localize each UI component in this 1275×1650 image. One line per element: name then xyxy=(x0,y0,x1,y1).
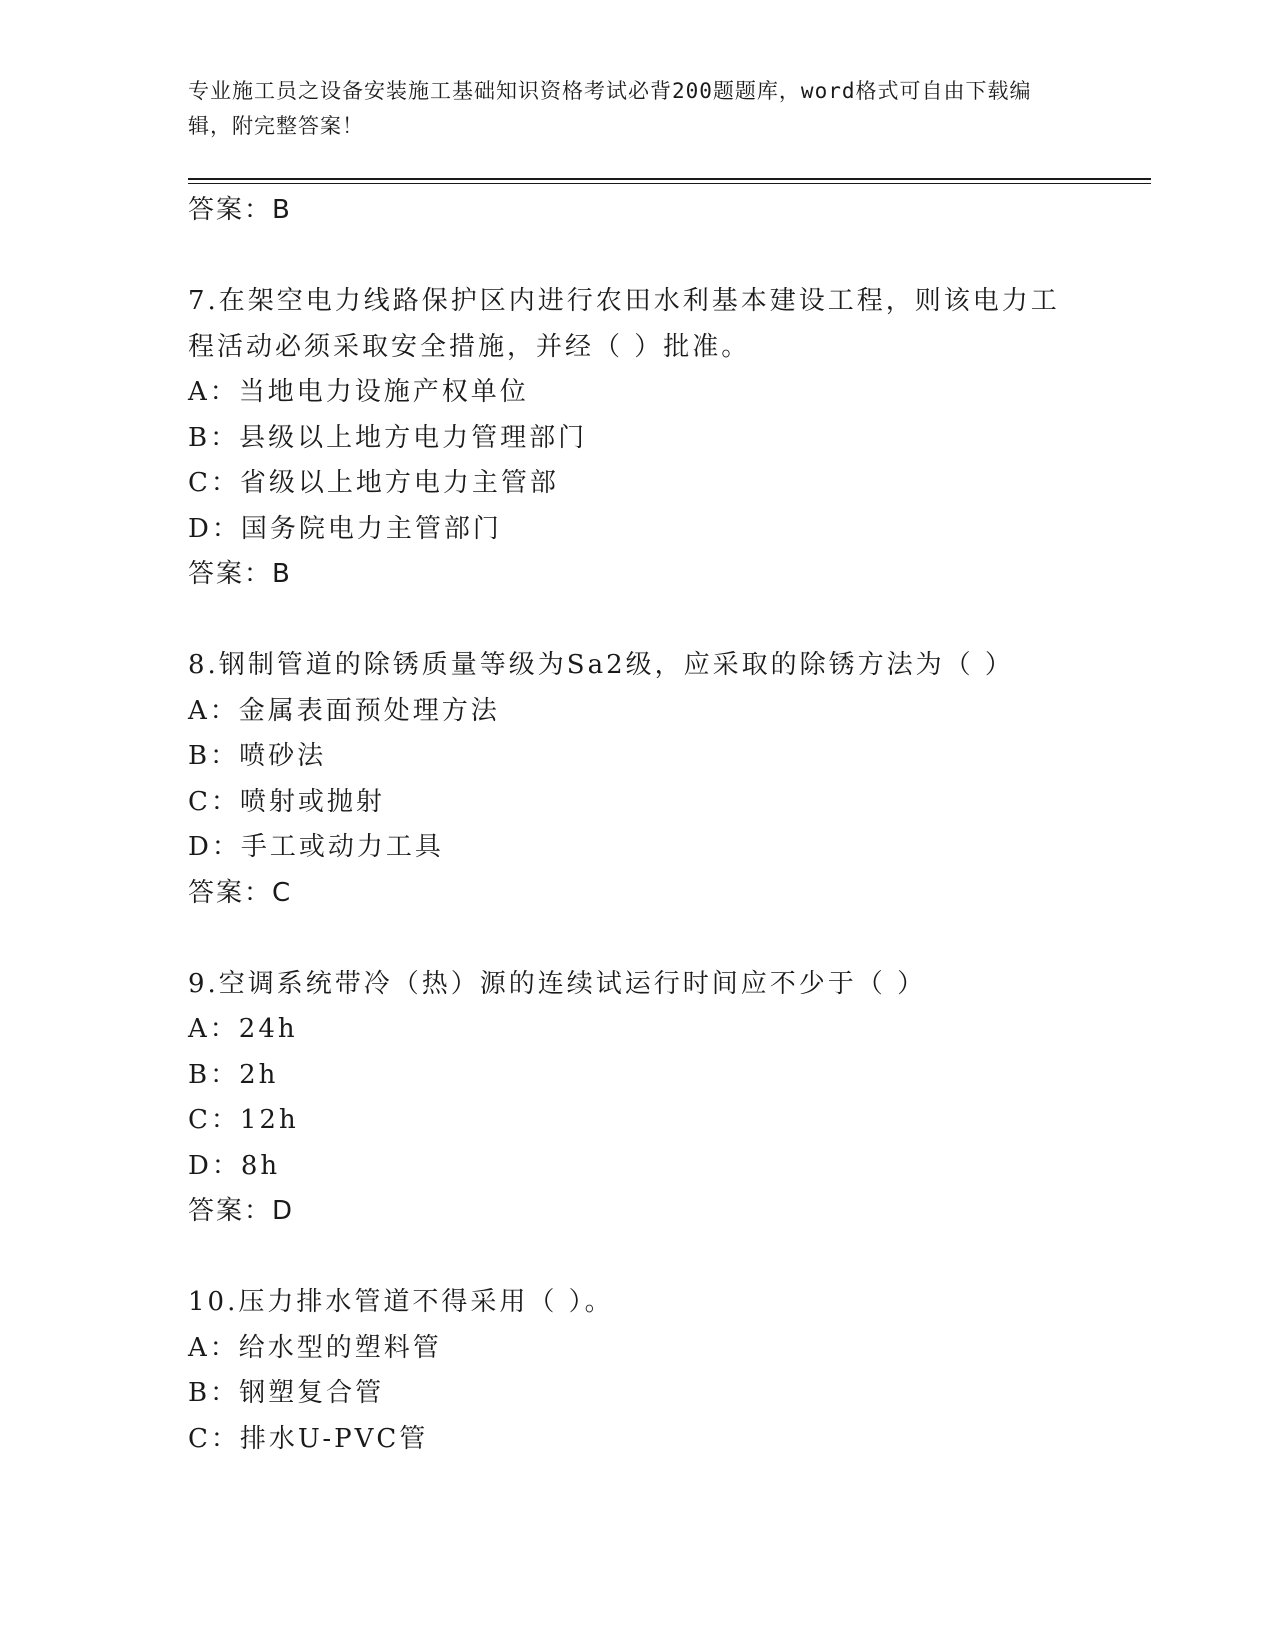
option-b: B：钢塑复合管 xyxy=(188,1378,385,1408)
question-block xyxy=(188,279,1151,598)
header-rule-thin xyxy=(188,183,1151,184)
option-c: C：省级以上地方电力主管部 xyxy=(188,468,559,498)
option-d: D：手工或动力工具 xyxy=(188,832,444,862)
question-block xyxy=(188,962,1151,1235)
question-text: 9.空调系统带冷（热）源的连续试运行时间应不少于（ ） xyxy=(188,968,927,999)
option-c: C：喷射或抛射 xyxy=(188,786,385,817)
header-rule-thick xyxy=(188,178,1151,180)
question-text: 程活动必须采取安全措施，并经（ ）批准。 xyxy=(188,331,751,362)
answer-line: 答案：D xyxy=(188,1196,295,1226)
answer-line: 答案：B xyxy=(188,559,292,589)
option-d: D：国务院电力主管部门 xyxy=(188,513,502,544)
option-a: A：24h xyxy=(188,1014,298,1044)
question-text: 8.钢制管道的除锈质量等级为Sa2级，应采取的除锈方法为（ ） xyxy=(188,650,1014,680)
question-block xyxy=(188,1280,1151,1462)
document-header: 专业施工员之设备安装施工基础知识资格考试必背200题题库，word格式可自由下载编辑，附完整答案！ xyxy=(188,79,1032,138)
option-b: B：喷砂法 xyxy=(188,741,327,771)
question-block xyxy=(188,643,1151,916)
option-c: C：排水U-PVC管 xyxy=(188,1423,429,1454)
option-d: D：8h xyxy=(188,1150,281,1181)
answer-line: 答案：B xyxy=(188,195,292,225)
option-a: A：金属表面预处理方法 xyxy=(188,695,500,726)
question-list xyxy=(188,188,1151,1462)
answer-line: 答案：C xyxy=(188,877,293,908)
option-b: B：2h xyxy=(188,1059,279,1090)
question-text: 7.在架空电力线路保护区内进行农田水利基本建设工程，则该电力工 xyxy=(188,286,1060,316)
option-c: C：12h xyxy=(188,1105,299,1135)
option-b: B：县级以上地方电力管理部门 xyxy=(188,422,588,453)
option-a: A：给水型的塑料管 xyxy=(188,1332,442,1363)
question-text: 10.压力排水管道不得采用（ ）。 xyxy=(188,1287,614,1317)
option-a: A：当地电力设施产权单位 xyxy=(188,377,529,407)
